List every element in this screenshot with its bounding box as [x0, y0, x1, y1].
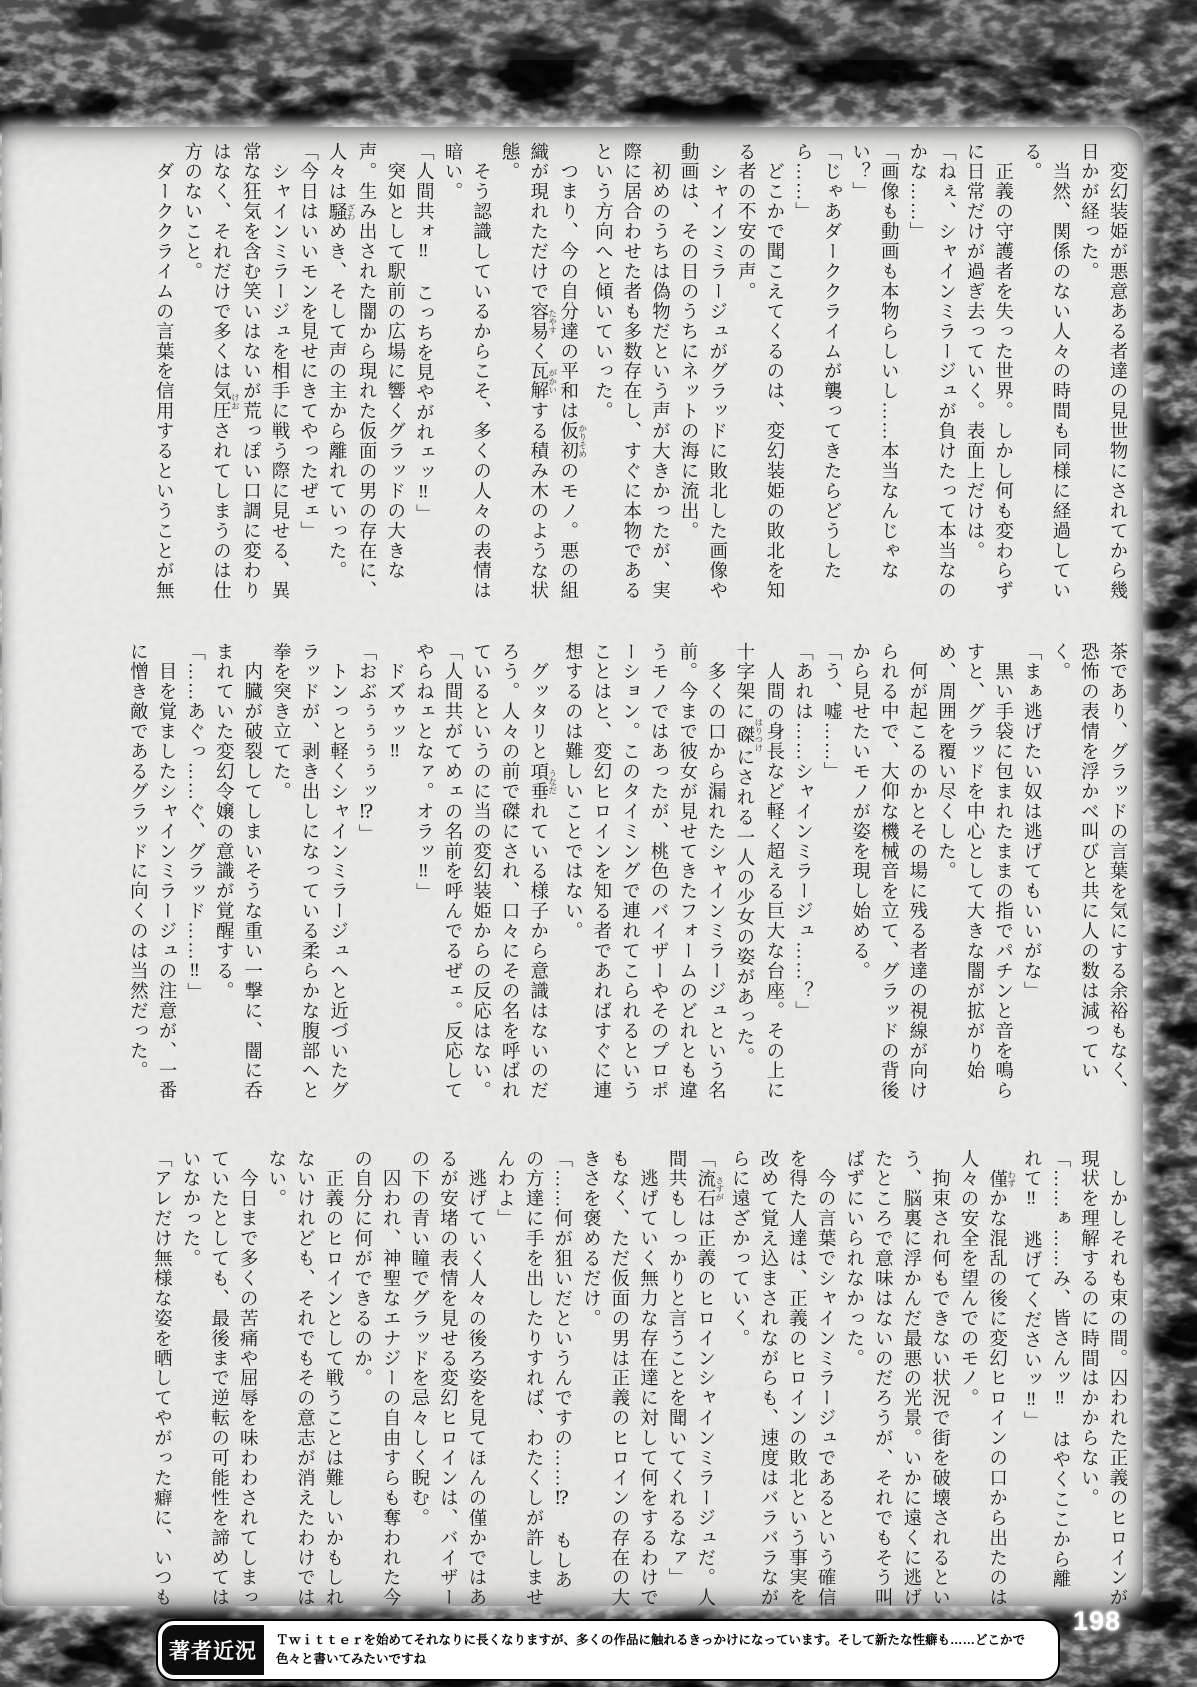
paragraph: 「ねぇ、シャインミラージュが負けたって本当なのかな……」: [906, 142, 956, 601]
author-status-box: [158, 1621, 1058, 1679]
author-status-label: 著者近況: [162, 1625, 264, 1675]
paragraph: ダーククライムの言葉を信用するということが無: [153, 142, 174, 601]
paragraph: 「アレだけ無様な姿を晒してやがった癖に、いつも: [151, 1149, 172, 1608]
paragraph: 初めのうちは偽物だという声が大きかったが、実際に居合わせた者も多数存在し、すぐに本物であるという方向へと傾いていった。: [592, 142, 670, 601]
paragraph: そう認識しているからこそ、多くの人々の表情は暗い。: [441, 142, 491, 601]
paragraph: 「流石 さすがは正義のヒロインシャインミラージュだ。人間共もしっかりと言うことを聞いてくれるなァ」: [666, 1149, 725, 1608]
paragraph: 「人間共ォ‼ こっちを見やがれェッ‼」: [413, 142, 434, 525]
text-band-top: [139, 142, 1131, 602]
paragraph: 目を覚ましたシャインミラージュの注意が、一番に憎き敵であるグラッドに向くのは当然だった。: [127, 642, 176, 1101]
paragraph: 「今日はいいモンを見せにきてやったぜェ」: [297, 142, 318, 541]
paragraph: 茶であり、グラッドの言葉を気にする余裕もなく、恐怖の表情を浮かべ叫びと共に人の数は減っていく。: [1049, 642, 1127, 1101]
paragraph: 「う、嘘……」: [821, 642, 842, 782]
text-band-bottom: [139, 1149, 1131, 1609]
paragraph: 今の言葉でシャインミラージュであるという確信を得た人達は、正義のヒロインの敗北という事実を改めて覚え込まされながらも、速度はバラバラながらに遠ざかっていく。: [729, 1149, 836, 1608]
paragraph: シャインミラージュがグラッドに敗北した画像や動画は、その日のうちにネットの海に流出。: [678, 142, 727, 601]
paragraph: 囚われ、神聖なエナジーの自由すらも奪われた今の自分に何ができるのか。: [351, 1149, 401, 1608]
paragraph: ドズゥッ‼: [384, 642, 405, 764]
paragraph: 拘束され何もできない状況で街を破壊されるという、脳裏に浮かんだ最悪の光景。いかに遠くに逃げたところで意味はないのだろうが、それでもそう叫ばずにいられなかった。: [843, 1149, 950, 1608]
paragraph: 多くの口から漏れたシャインミラージュという名前。今まで彼女が見せてきたフォームのどれとも違うモノではあったが、桃色のバイザーやそのプロポーション。このタイミングで連れてこられるということはと、変幻ヒロインを知る者であればすぐに連想するのは難しいことではない。: [562, 642, 726, 1101]
paragraph: 突如として駅前の広場に響くグラッドの大きな声。生み出された闇から現れた仮面の男の存在に、人々は騒 ざわめき、そして声の主から離れていった。: [326, 142, 405, 601]
paragraph: 「画像も動画も本物らしいし……本当なんじゃない？」: [849, 142, 899, 581]
paragraph: 僅 わずかな混乱の後に変幻ヒロインの口から出たのは人々の安全を望んでのモノ。: [958, 1149, 1017, 1608]
paragraph: 「じゃあダーククライムが襲ってきたらどうしたら……」: [792, 142, 842, 581]
paragraph: 変幻装姫が悪意ある者達の見世物にされてから幾日かが経った。: [1078, 142, 1127, 601]
paragraph: シャインミラージュを相手に戦う際に見せる、異常な狂気を含む笑いはないが荒っぽい口調に変わりはなく、それだけで多くは気圧 けおされてしまうのは仕方のないこと。: [181, 142, 289, 601]
paragraph: 人間の身長など軽く超える巨大な台座。その上に十字架に磔 はりつけにされる一人の少女の姿があった。: [733, 642, 784, 1101]
paragraph: つまり、今の自分達の平和は仮初 かりそめのモノ。悪の組織が現れただけで容易 たやすく瓦解 がかいする積み木のような状態。: [499, 142, 588, 601]
paragraph: 正義の守護者を失った世界。しかし何も変わらずに日常だけが過ぎ去っていく。表面上だけは。: [964, 142, 1013, 601]
paragraph: 何が起こるのかとその場に残る者達の視線が向けられる中で、大仰な機械音を立て、グラッドの背後から見せたいモノが姿を現し始める。: [849, 642, 927, 1101]
paragraph: 「おぶぅぅぅぅッ⁉」: [356, 642, 377, 844]
paragraph: 「……ぁ……み、皆さんッ‼ はやくここから離れて‼ 逃げてくださいッ‼」: [1021, 1149, 1070, 1590]
paragraph: トンっと軽くシャインミラージュへと近づいたグラッドが、剥き出しになっている柔らかな腹部へと拳を突き立てた。: [270, 642, 348, 1101]
paragraph: 「あれは……シャインミラージュ……？」: [792, 642, 813, 1022]
paragraph: 「……あぐっ……ぐ、グラッド……‼」: [184, 642, 205, 1003]
paragraph: 黒い手袋に包まれたままの指でパチンと音を鳴らすと、グラッドを中心として大きな闇が拡がり始め、周囲を覆い尽くした。: [935, 642, 1013, 1101]
text-band-middle: [127, 642, 1131, 1102]
paragraph: どこかで聞こえてくるのは、変幻装姫の敗北を知る者の不安の声。: [735, 142, 784, 601]
paragraph: グッタリと項垂 うなだれている様子から意識はないのだろう。人々の前で磔にされ、口々にその名を呼ばれているというのに当の変幻装姫からの反応はない。: [470, 642, 558, 1101]
paragraph: 正義のヒロインとして戦うことは難しいかもしれないけれども、それでもその意志が消えたわけではない。: [265, 1149, 343, 1608]
paragraph: 当然、関係のない人々の時間も同様に経過している。: [1021, 142, 1070, 601]
page-number: 198: [1072, 1606, 1121, 1636]
author-status-note: Ｔｗｉｔｔｅｒを始めてそれなりに長くなりますが、多くの作品に触れるきっかけになっています。そして新たな性癖も……どこかで色々と書いてみたいですね: [264, 1625, 1054, 1675]
paragraph: 逃げていく人々の後ろ姿を見てほんの僅かではあるが安堵の表情を見せる変幻ヒロインは、バイザーの下の青い瞳でグラッドを忌々しく睨む。: [408, 1149, 486, 1608]
paragraph: 「まぁ逃げたい奴は逃げてもいいがな」: [1021, 642, 1042, 1002]
paragraph: 「人間共がてめェの名前を呼んでるぜェ。反応してやらねェとなァ。オラッ‼」: [413, 642, 462, 1101]
paragraph: 今日まで多くの苦痛や屈辱を味わわされてしまっていたとしても、最後まで逆転の可能性を諦めてはいなかった。: [180, 1149, 258, 1608]
paragraph: 内臓が破裂してしまいそうな重い一撃に、闇に呑まれていた変幻令嬢の意識が覚醒する。: [213, 642, 262, 1101]
paragraph: 逃げていく無力な存在達に対して何をするわけでもなく、ただ仮面の男は正義のヒロインの存在の大きさを褒めるだけ。: [580, 1149, 658, 1608]
paragraph: しかしそれも束の間。囚われた正義のヒロインが現状を理解するのに時間はかからない。: [1078, 1149, 1127, 1608]
paragraph: 「……何が狙いだというんですの……⁉ もしあの方達に手を出したりすれば、わたくしが許しませんわよ」: [494, 1149, 572, 1608]
